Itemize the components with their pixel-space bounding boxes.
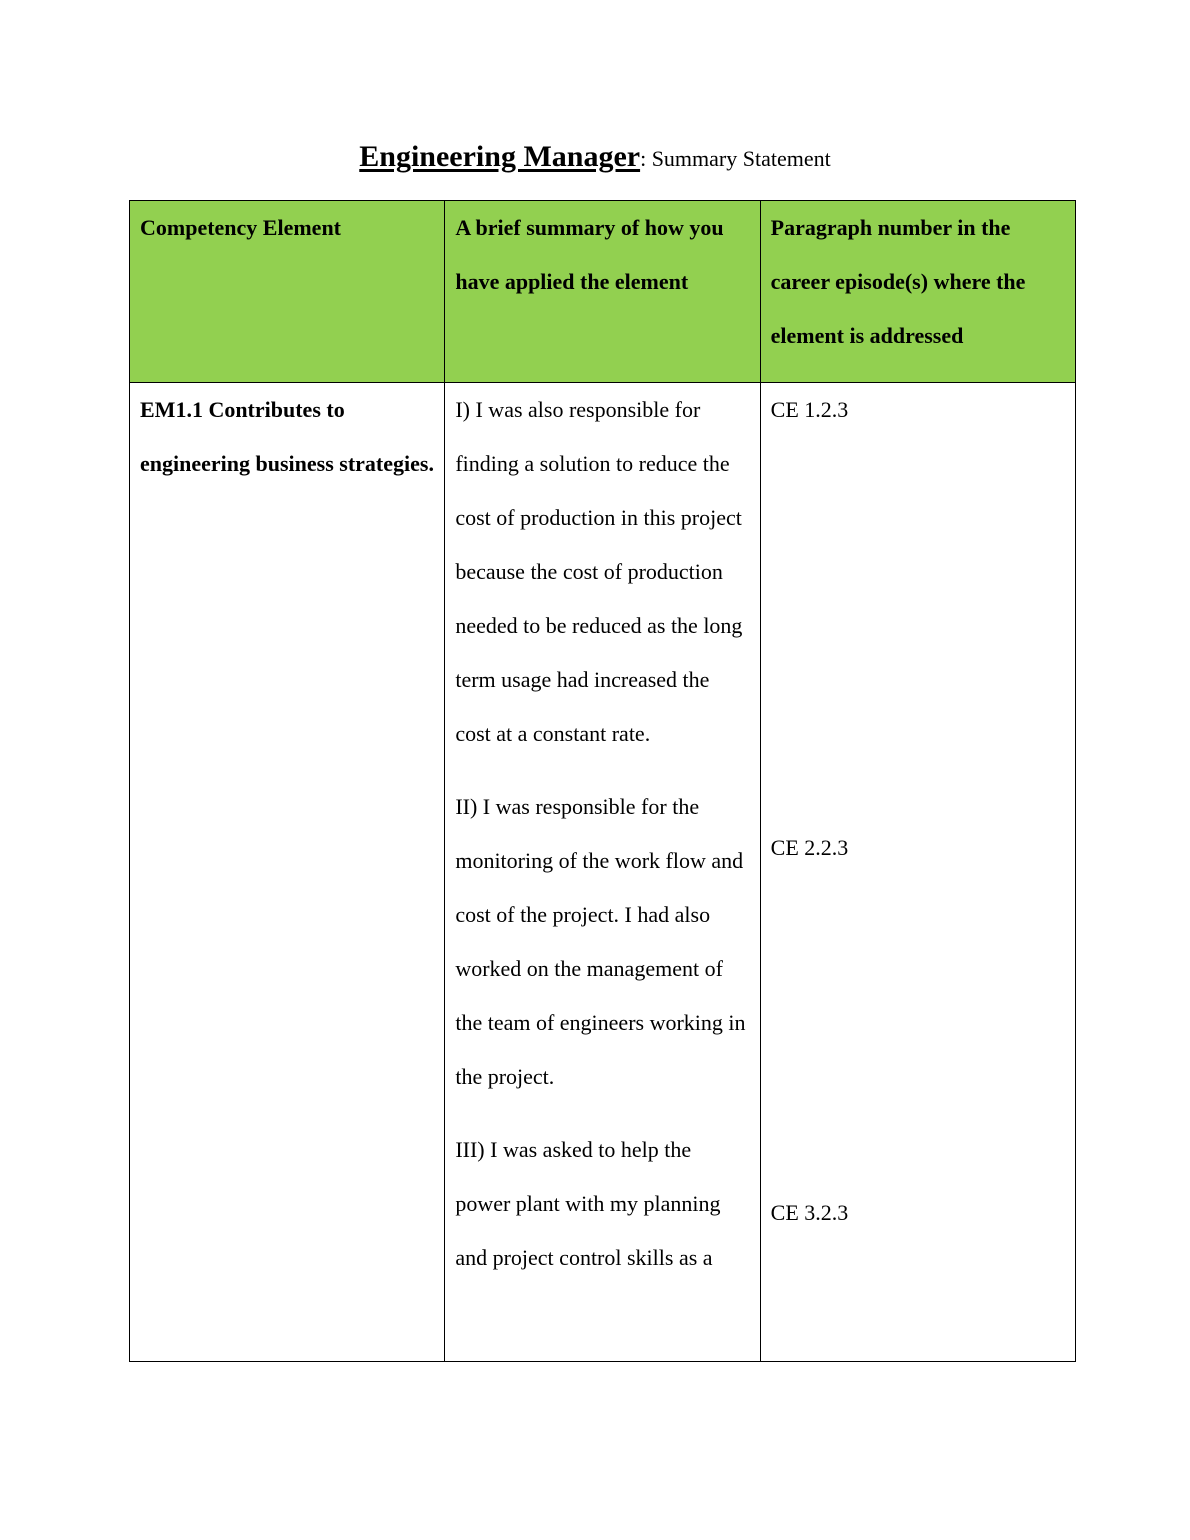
paragraph-reference-cell (760, 383, 1075, 1362)
table-row (130, 383, 1076, 1362)
paragraph-reference-1: CE 1.2.3 (770, 397, 849, 422)
paragraph-reference-3: CE 3.2.3 (770, 1200, 849, 1225)
page-title-main: Engineering Manager (359, 140, 641, 173)
table-header-row (130, 201, 1076, 383)
paragraph-reference-2: CE 2.2.3 (770, 835, 849, 860)
summary-paragraph-3: III) I was asked to help the power plant with my planning and project control skills as a (455, 1137, 721, 1270)
header-competency-element: Competency Element (130, 201, 445, 383)
summary-paragraph-2: II) I was responsible for the monitoring of the work flow and cost of the project. I had also worked on the management of the team of engineers working in the project. (455, 794, 746, 1089)
summary-paragraph-1: I) I was also responsible for finding a solution to reduce the cost of production in this project because the cost of production needed to be reduced as the long term usage had increased the cost at a constant rate. (455, 397, 743, 746)
header-summary: A brief summary of how you have applied the element (445, 201, 760, 383)
summary-cell (445, 383, 760, 1362)
page-title (0, 140, 1190, 174)
summary-statement-table (129, 200, 1076, 1362)
competency-element-name: EM1.1 Contributes to engineering business strategies. (140, 397, 434, 476)
page-title-suffix: : Summary Statement (640, 146, 831, 171)
competency-element-cell (130, 383, 445, 1362)
header-paragraph-number: Paragraph number in the career episode(s) where the element is addressed (760, 201, 1075, 383)
